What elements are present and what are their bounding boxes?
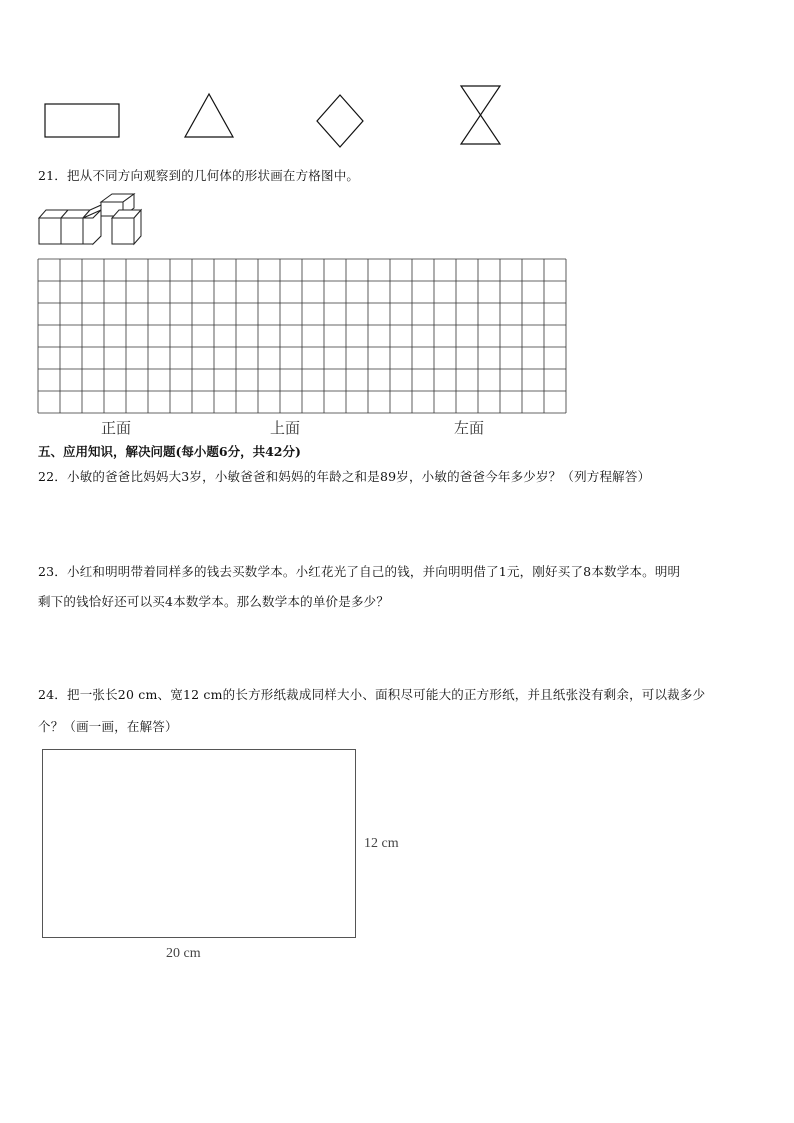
top-view-label: 上面 (270, 419, 301, 437)
question-23-line-1: 23．小红和明明带着同样多的钱去买数学本。小红花光了自己的钱，并向明明借了1元，刚好买了8本数学本。明明 (38, 564, 681, 579)
paper-height-label: 12 cm (364, 836, 399, 851)
question-24-line-1: 24．把一张长20 cm、宽12 cm的长方形纸裁成同样大小、面积尽可能大的正方形纸，并且纸张没有剩余，可以裁多少 (38, 687, 706, 702)
question-24-line-2: 个？（画一画，在解答） (38, 719, 178, 734)
question-23-line-2: 剩下的钱恰好还可以买4本数学本。那么数学本的单价是多少？ (38, 594, 390, 609)
question-22: 22．小敏的爸爸比妈妈大3岁，小敏爸爸和妈妈的年龄之和是89岁，小敏的爸爸今年多少岁？（列方程解答） (38, 469, 651, 484)
front-view-label: 正面 (101, 419, 132, 437)
paper-width-label: 20 cm (166, 946, 201, 961)
question-21: 21．把从不同方向观察到的几何体的形状画在方格图中。 (38, 168, 360, 183)
left-view-label: 左面 (454, 419, 485, 437)
section-five-title: 五、应用知识，解决问题(每小题6分，共42分) (38, 444, 301, 459)
square-grid (0, 0, 794, 430)
paper-rectangle (42, 749, 356, 938)
